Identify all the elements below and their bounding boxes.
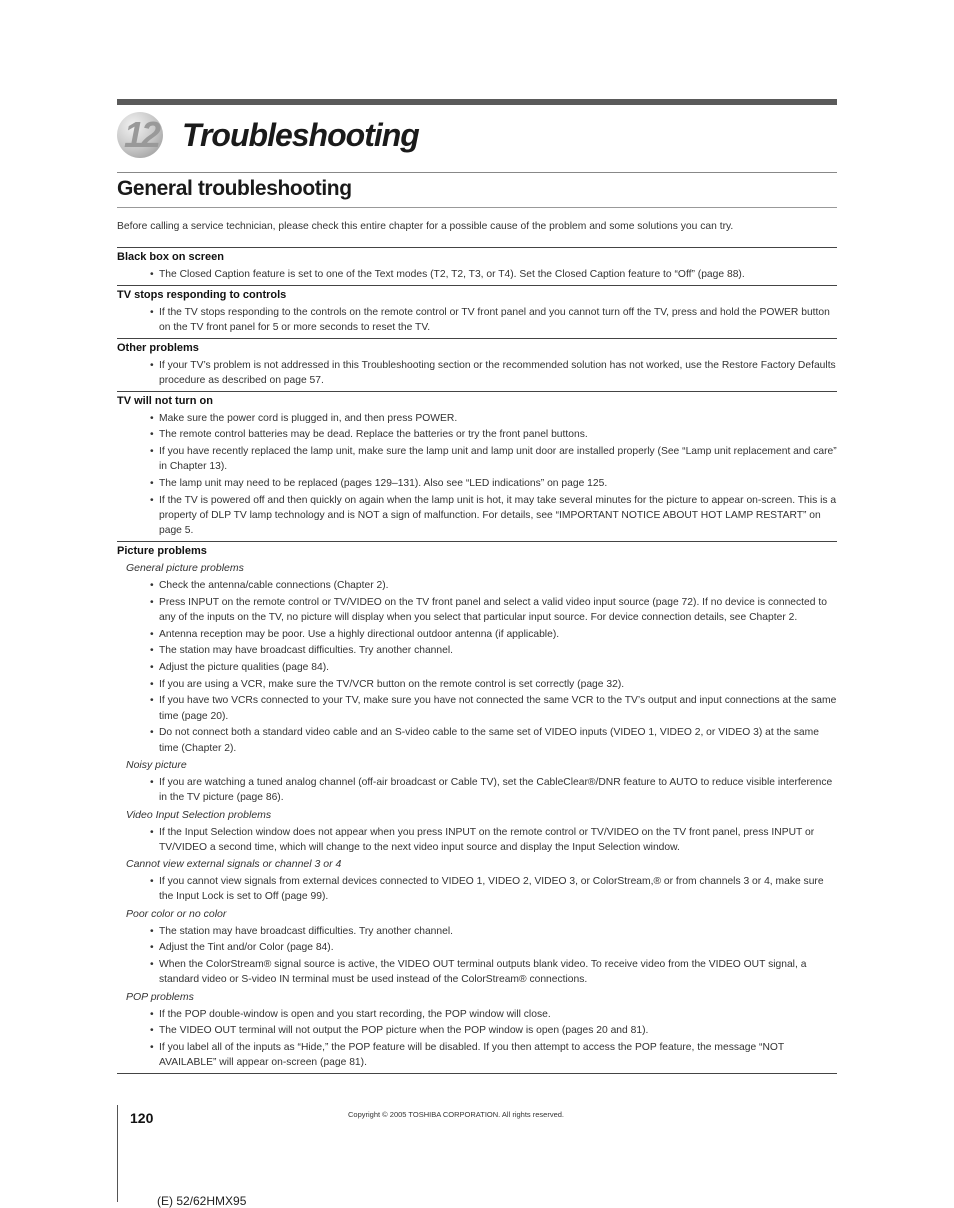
list-item: • If you label all of the inputs as “Hide,” the POP feature will be disabled. If you then attempt to access the POP feature, the message “NOT AVAILABLE” will appear on-screen (page 81).	[117, 1040, 837, 1071]
footer-rule	[117, 1105, 118, 1202]
list-item: • If you cannot view signals from external devices connected to VIDEO 1, VIDEO 2, VIDEO 3, or ColorStream,® or from channels 3 or 4, make sure the Input Lock is set to Off (page 99).	[117, 874, 837, 905]
subsection-title: Video Input Selection problems	[126, 808, 272, 821]
list-item: • Antenna reception may be poor. Use a highly directional outdoor antenna (if applicable).	[117, 627, 837, 642]
topic-tv-will-not-turn-on	[117, 391, 837, 541]
topic-title: Picture problems	[117, 544, 207, 557]
list-item: • The Closed Caption feature is set to one of the Text modes (T2, T2, T3, or T4). Set the Closed Caption feature to “Off” (page 88).	[117, 267, 837, 282]
topic-other-problems	[117, 338, 837, 391]
section-title: General troubleshooting	[117, 177, 352, 200]
list-item: • Adjust the picture qualities (page 84).	[117, 660, 837, 675]
list-item: • If you are using a VCR, make sure the TV/VCR button on the remote control is set correctly (page 32).	[117, 677, 837, 692]
content-end-rule	[117, 1073, 837, 1074]
list-item: • Do not connect both a standard video cable and an S-video cable to the same set of VIDEO inputs (VIDEO 1, VIDEO 2, or VIDEO 3) at the same time (Chapter 2).	[117, 725, 837, 756]
list-item: • If the TV is powered off and then quickly on again when the lamp unit is hot, it may take several minutes for the picture to appear on-screen. This is a property of DLP TV lamp technology and is NOT a sign of malfunction. For details, see “IMPORTANT NOTICE ABOUT HOT LAMP RESTART” on page 5.	[117, 493, 837, 539]
topic-title: TV will not turn on	[117, 394, 213, 407]
topic-title: Other problems	[117, 341, 199, 354]
list-item: • If the Input Selection window does not appear when you press INPUT on the remote control or TV/VIDEO on the TV front panel, press INPUT or TV/VIDEO a second time, which will change to the next video input source and display the Input Selection window.	[117, 825, 837, 856]
list-item: • Check the antenna/cable connections (Chapter 2).	[117, 578, 837, 593]
list-item: • If you have recently replaced the lamp unit, make sure the lamp unit and lamp unit door are installed properly (See “Lamp unit replacement and care” in Chapter 13).	[117, 444, 837, 475]
subsection-title: General picture problems	[126, 561, 244, 574]
section-rule-bottom	[117, 207, 837, 208]
list-item: • If you have two VCRs connected to your TV, make sure you have not connected the same VCR to the TV’s output and input connections at the same time (page 20).	[117, 693, 837, 724]
subsection-title: Cannot view external signals or channel 3 or 4	[126, 858, 342, 871]
topic-black-box	[117, 247, 837, 285]
chapter-title: Troubleshooting	[182, 117, 419, 153]
header-bar	[117, 99, 837, 105]
topic-title: Black box on screen	[117, 251, 224, 263]
list-item: • Press INPUT on the remote control or TV/VIDEO on the TV front panel and select a valid video input source (page 72). If no device is connected to any of the inputs on the TV, no picture will display when you select that particular input source. For device connection details, see Chapter 2.	[117, 595, 837, 626]
subsection-title: POP problems	[126, 990, 194, 1003]
list-item: • The lamp unit may need to be replaced (pages 129–131). Also see “LED indications” on page 125.	[117, 476, 837, 491]
list-item: • If you are watching a tuned analog channel (off-air broadcast or Cable TV), set the CableClear®/DNR feature to AUTO to reduce visible interference in the TV picture (page 86).	[117, 775, 837, 806]
section-rule-top	[117, 172, 837, 173]
list-item: • If the POP double-window is open and you start recording, the POP window will close.	[117, 1007, 837, 1022]
copyright-text: Copyright © 2005 TOSHIBA CORPORATION. All rights reserved.	[348, 1110, 565, 1119]
topic-picture-problems	[117, 541, 837, 1073]
chapter-number: 12	[123, 114, 159, 155]
list-item: • If the TV stops responding to the controls on the remote control or TV front panel and you cannot turn off the TV, press and hold the POWER button on the TV front panel for 5 or more seconds to reset the TV.	[117, 305, 837, 336]
list-item: • If your TV’s problem is not addressed in this Troubleshooting section or the recommended solution has not worked, use the Restore Factory Defaults procedure as described on page 57.	[117, 358, 837, 389]
list-item: • Make sure the power cord is plugged in, and then press POWER.	[117, 411, 837, 426]
topic-tv-stops-responding	[117, 285, 837, 338]
model-number: (E) 52/62HMX95	[157, 1194, 247, 1208]
subsection-title: Noisy picture	[126, 758, 187, 771]
page-number: 120	[130, 1110, 154, 1126]
list-item: • Adjust the Tint and/or Color (page 84).	[117, 940, 837, 955]
subsection-title: Poor color or no color	[126, 907, 227, 920]
list-item: • When the ColorStream® signal source is active, the VIDEO OUT terminal outputs blank video. To receive video from the VIDEO OUT signal, a standard video or S-video IN terminal must be used instead of the ColorStream® connections.	[117, 957, 837, 988]
troubleshooting-content	[117, 247, 837, 1074]
topic-title: TV stops responding to controls	[117, 288, 287, 301]
list-item: • The station may have broadcast difficulties. Try another channel.	[117, 643, 837, 658]
list-item: • The station may have broadcast difficulties. Try another channel.	[117, 924, 837, 939]
list-item: • The VIDEO OUT terminal will not output the POP picture when the POP window is open (pages 20 and 81).	[117, 1023, 837, 1038]
intro-text: Before calling a service technician, please check this entire chapter for a possible cause of the problem and some solutions you can try.	[117, 221, 734, 232]
list-item: • The remote control batteries may be dead. Replace the batteries or try the front panel buttons.	[117, 427, 837, 442]
